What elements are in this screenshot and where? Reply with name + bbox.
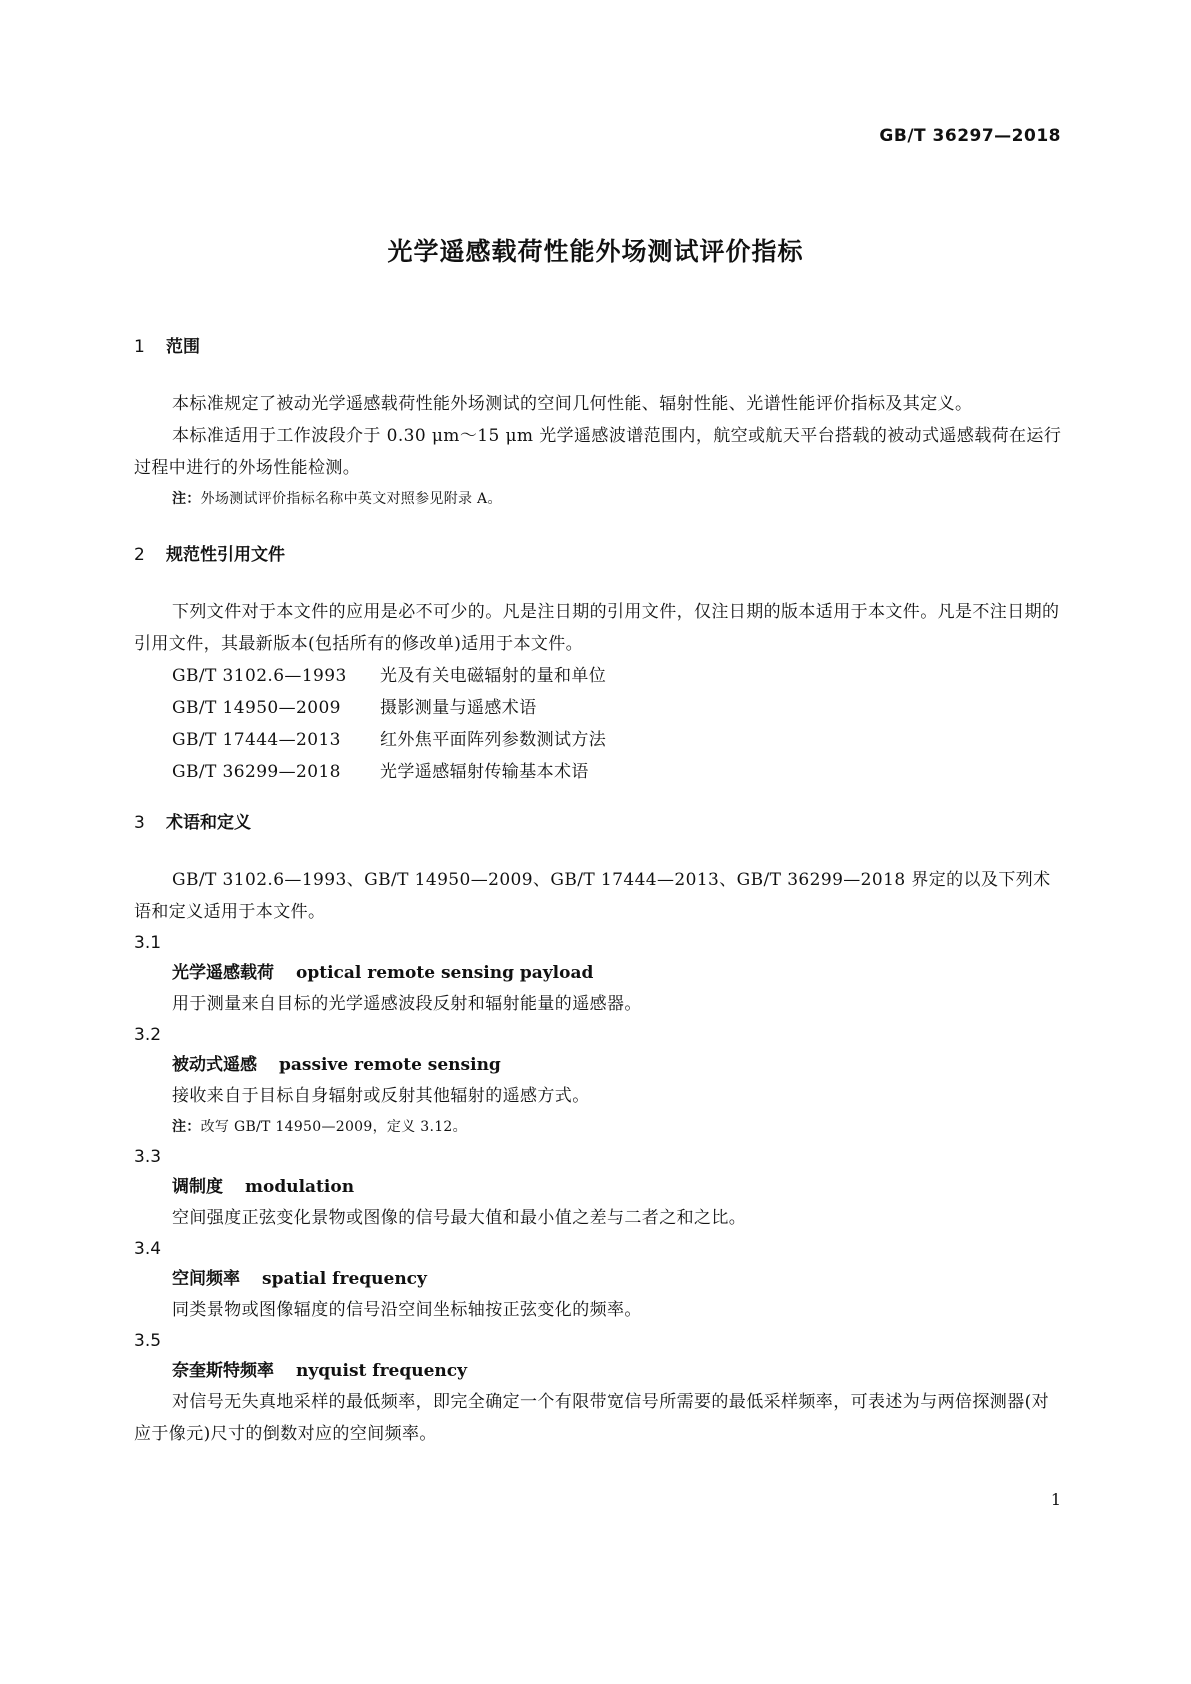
section-title: 术语和定义: [166, 813, 251, 833]
section-title: 规范性引用文件: [166, 545, 285, 565]
term-definition: 接收来自于目标自身辐射或反射其他辐射的遥感方式。: [172, 1086, 590, 1106]
reference-item: [172, 660, 1062, 692]
reference-item: [172, 692, 1062, 724]
term-definition: 同类景物或图像辐度的信号沿空间坐标轴按正弦变化的频率。: [172, 1300, 642, 1320]
term-heading: [172, 958, 1062, 988]
reference-title: 光及有关电磁辐射的量和单位: [380, 666, 607, 686]
note-label: 注：: [172, 1119, 201, 1135]
section-number: 2: [134, 545, 145, 565]
term-number: 3.2: [134, 1025, 162, 1045]
section-3-heading: [134, 808, 1062, 838]
section-1-heading: [134, 332, 1062, 362]
term-zh: 奈奎斯特频率: [172, 1361, 274, 1381]
term-number: 3.3: [134, 1147, 162, 1167]
term-en: modulation: [245, 1177, 355, 1197]
reference-title: 摄影测量与遥感术语: [380, 698, 537, 718]
section-number: 1: [134, 337, 145, 357]
term-zh: 光学遥感载荷: [172, 963, 274, 983]
note-text: 外场测试评价指标名称中英文对照参见附录 A。: [200, 491, 502, 507]
reference-title: 光学遥感辐射传输基本术语: [380, 762, 589, 782]
standard-code: GB/T 36297—2018: [879, 126, 1061, 146]
term-zh: 调制度: [172, 1177, 223, 1197]
term-heading: [172, 1356, 1062, 1386]
paragraph: 本标准规定了被动光学遥感载荷性能外场测试的空间几何性能、辐射性能、光谱性能评价指标及其定义。: [172, 394, 973, 414]
reference-code: GB/T 14950—2009: [172, 698, 341, 718]
term-en: nyquist frequency: [296, 1361, 468, 1381]
term-definition: 空间强度正弦变化景物或图像的信号最大值和最小值之差与二者之和之比。: [172, 1208, 747, 1228]
term-definition: 用于测量来自目标的光学遥感波段反射和辐射能量的遥感器。: [172, 994, 642, 1014]
reference-code: GB/T 36299—2018: [172, 762, 341, 782]
paragraph: GB/T 3102.6—1993、GB/T 14950—2009、GB/T 17444—2013、GB/T 36299—2018 界定的以及下列术语和定义适用于本文件。: [134, 870, 1051, 922]
note-text: 改写 GB/T 14950—2009，定义 3.12。: [200, 1119, 467, 1135]
paragraph: 本标准适用于工作波段介于 0.30 μm～15 μm 光学遥感波谱范围内，航空或航天平台搭载的被动式遥感载荷在运行过程中进行的外场性能检测。: [134, 426, 1062, 478]
reference-item: [172, 756, 1062, 788]
paragraph: 下列文件对于本文件的应用是必不可少的。凡是注日期的引用文件，仅注日期的版本适用于本文件。凡是不注日期的引用文件，其最新版本(包括所有的修改单)适用于本文件。: [134, 602, 1060, 654]
reference-code: GB/T 17444—2013: [172, 730, 341, 750]
note: [172, 484, 1062, 514]
term-en: passive remote sensing: [279, 1055, 501, 1075]
document-body: [134, 332, 1062, 1450]
term-definition: 对信号无失真地采样的最低频率，即完全确定一个有限带宽信号所需要的最低采样频率，可表述为与两倍探测器(对应于像元)尺寸的倒数对应的空间频率。: [134, 1392, 1050, 1444]
term-en: optical remote sensing payload: [296, 963, 594, 983]
term-heading: [172, 1264, 1062, 1294]
term-heading: [172, 1050, 1062, 1080]
document-title: 光学遥感载荷性能外场测试评价指标: [387, 237, 804, 266]
term-en: spatial frequency: [262, 1269, 427, 1289]
section-title: 范围: [166, 337, 200, 357]
term-heading: [172, 1172, 1062, 1202]
reference-item: [172, 724, 1062, 756]
term-number: 3.4: [134, 1239, 162, 1259]
term-zh: 被动式遥感: [172, 1055, 257, 1075]
section-number: 3: [134, 813, 145, 833]
reference-code: GB/T 3102.6—1993: [172, 666, 347, 686]
term-number: 3.5: [134, 1331, 162, 1351]
page-number: 1: [1050, 1490, 1061, 1509]
note: [172, 1112, 1062, 1142]
term-zh: 空间频率: [172, 1269, 240, 1289]
term-number: 3.1: [134, 933, 162, 953]
reference-title: 红外焦平面阵列参数测试方法: [380, 730, 607, 750]
note-label: 注：: [172, 491, 201, 507]
spacer: [134, 788, 1062, 808]
section-2-heading: [134, 540, 1062, 570]
